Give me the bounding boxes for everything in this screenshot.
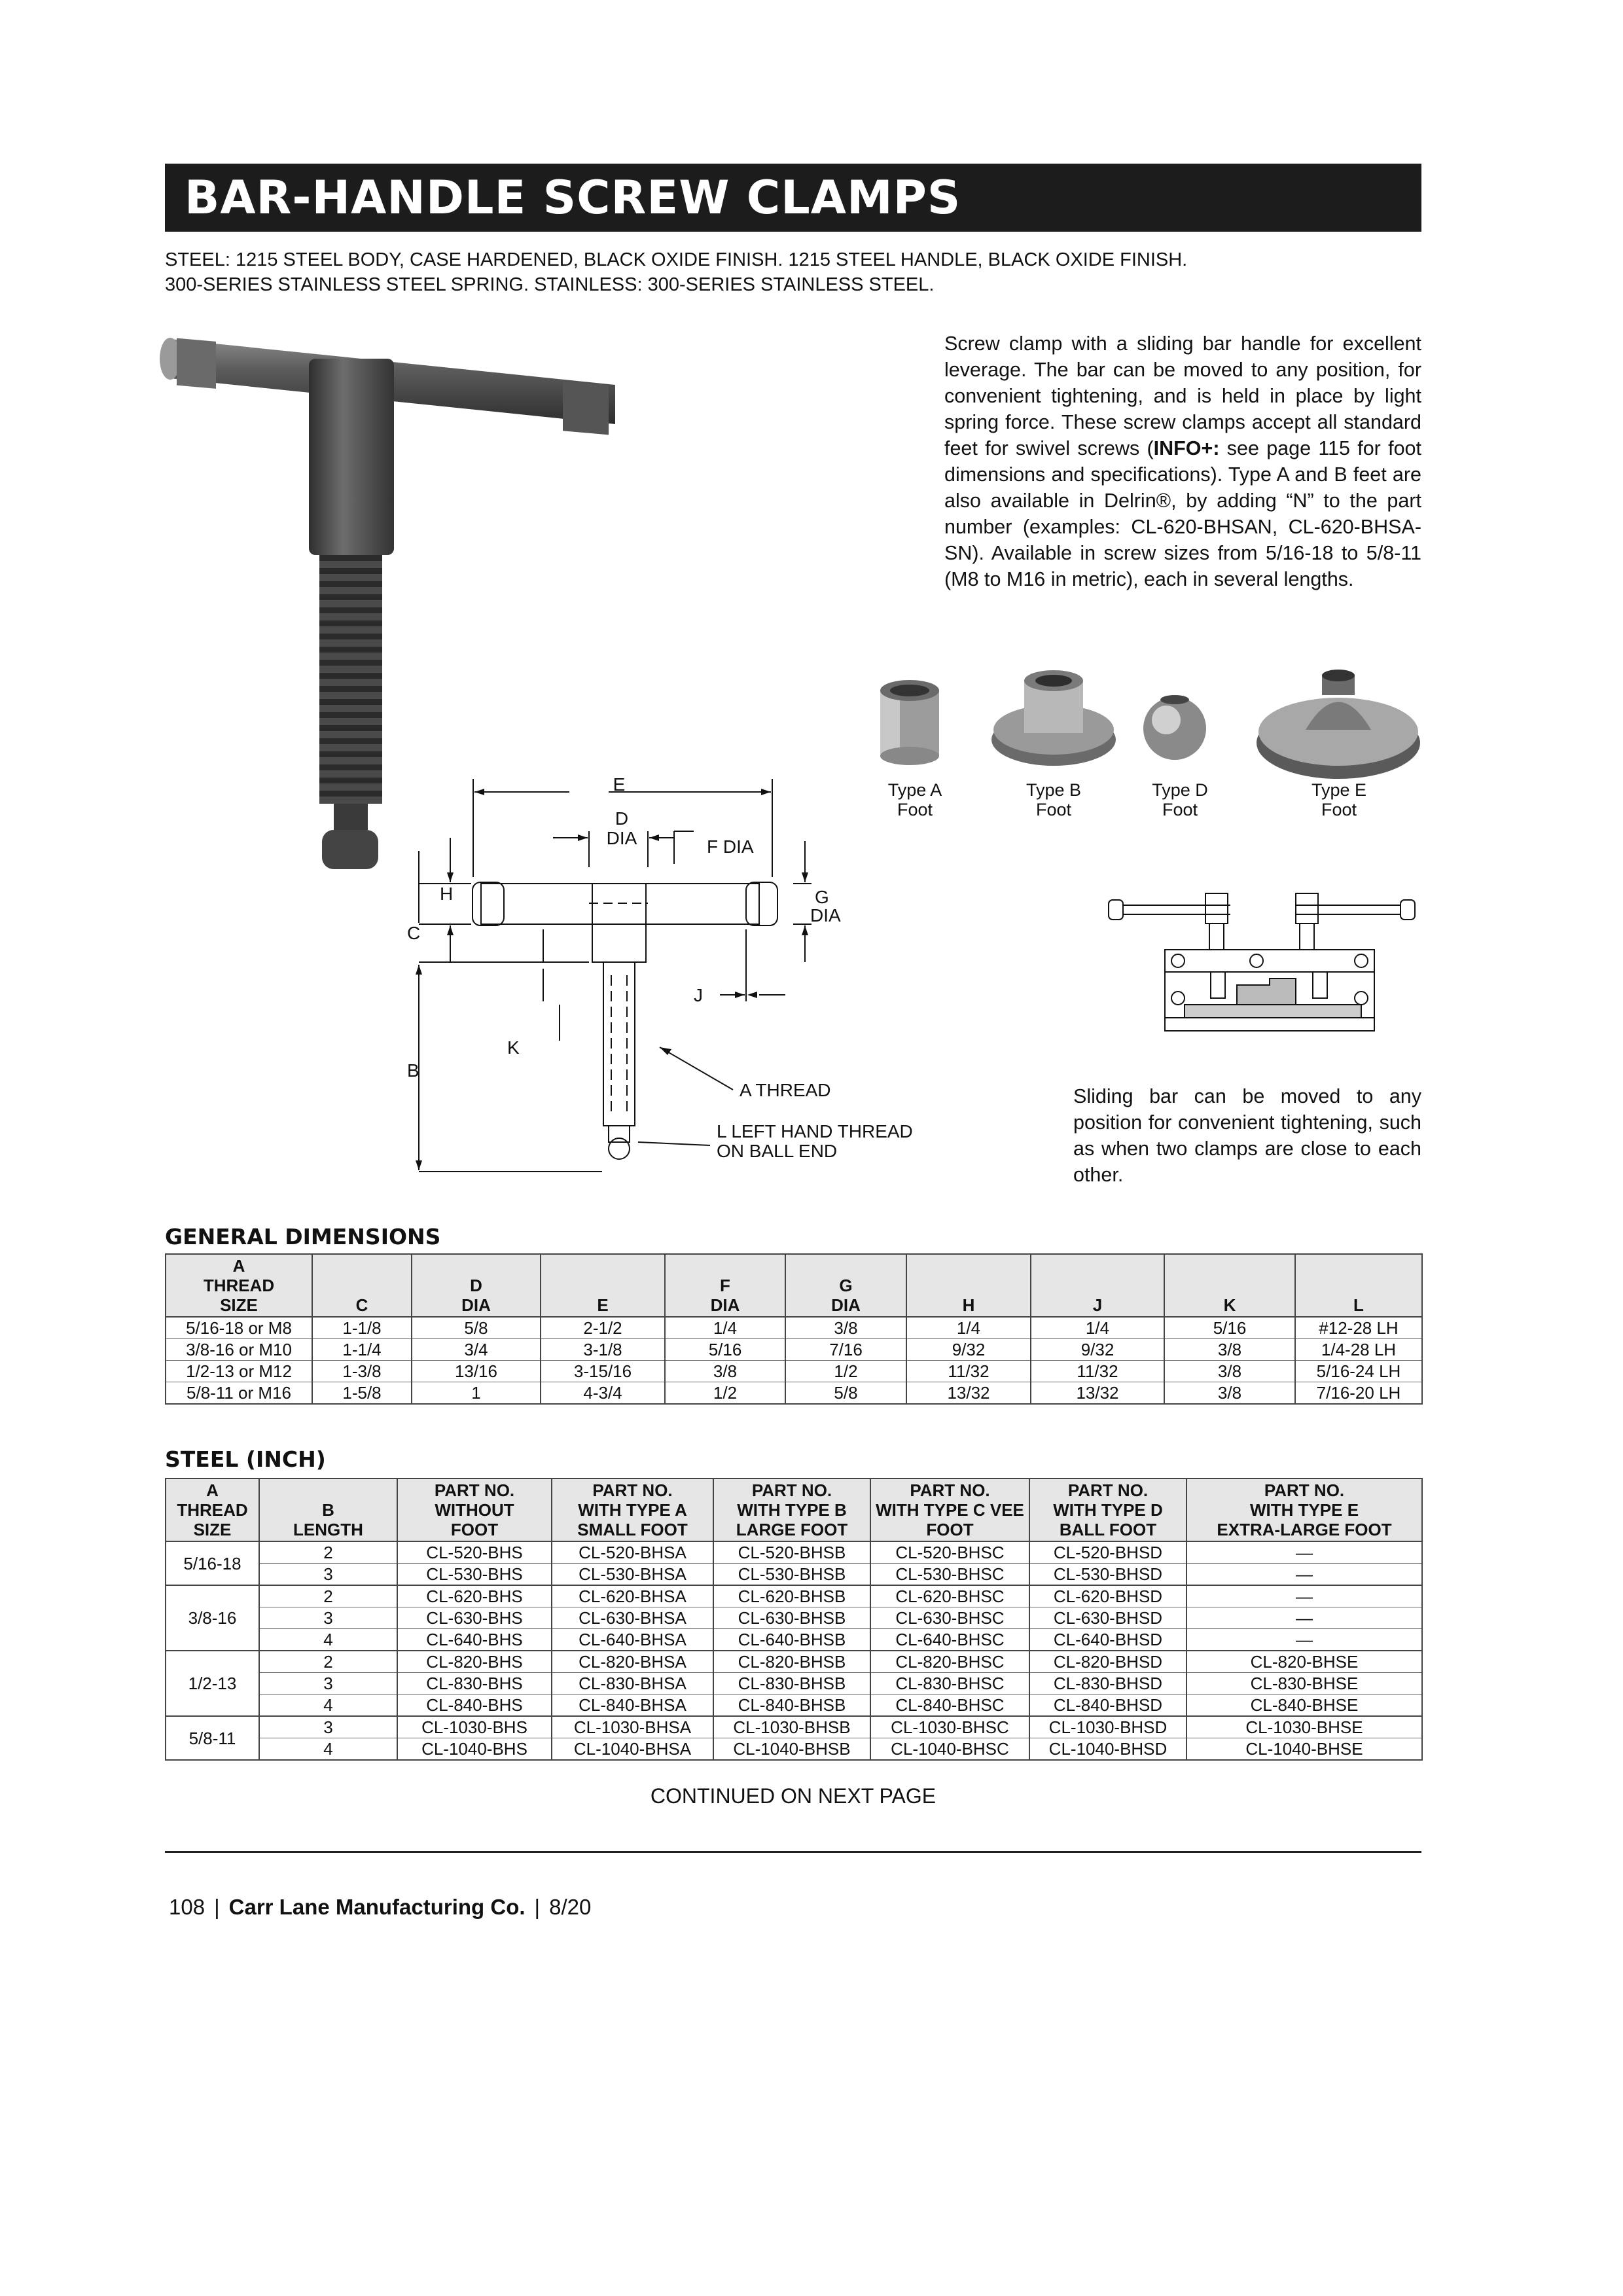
table-cell: 9/32 <box>1031 1339 1164 1361</box>
table-cell: 2 <box>259 1651 397 1673</box>
product-description <box>944 331 1421 592</box>
table-cell: 11/32 <box>1031 1361 1164 1382</box>
table-cell: CL-640-BHSC <box>870 1629 1029 1651</box>
table-cell: 5/16-18 or M8 <box>166 1317 312 1339</box>
type-d-foot-photo <box>1139 691 1211 762</box>
header-line: PART NO. <box>751 1480 832 1500</box>
type-d-foot-label <box>1115 780 1245 819</box>
table-cell: CL-530-BHSA <box>552 1564 713 1586</box>
table-row <box>166 1361 1422 1382</box>
table-cell: 1/2 <box>665 1382 785 1405</box>
table-row <box>166 1629 1422 1651</box>
steel-col-header <box>1186 1479 1422 1541</box>
table-cell: CL-620-BHSD <box>1029 1585 1186 1607</box>
header-line: BALL FOOT <box>1059 1520 1157 1539</box>
header-line: EXTRA-LARGE FOOT <box>1217 1520 1392 1539</box>
type-b-foot-label-line-2: Foot <box>1035 800 1072 819</box>
type-a-foot-label-line-1: Type A <box>887 780 942 800</box>
table-cell: 3/8 <box>665 1361 785 1382</box>
header-line: DIA <box>710 1295 740 1315</box>
table-cell: 5/16 <box>1164 1317 1295 1339</box>
table-row <box>166 1607 1422 1629</box>
table-cell: 11/32 <box>906 1361 1031 1382</box>
header-line: DIA <box>831 1295 861 1315</box>
dim-d-dia: DIA <box>606 828 637 848</box>
table-cell: CL-1040-BHSD <box>1029 1738 1186 1761</box>
header-line: WITH TYPE D <box>1053 1500 1163 1520</box>
table-cell: 1/2-13 or M12 <box>166 1361 312 1382</box>
table-cell: 1 <box>412 1382 541 1405</box>
table-cell: CL-830-BHSB <box>713 1673 870 1695</box>
header-line: WITH TYPE C VEE <box>876 1500 1024 1520</box>
dim-e: E <box>613 774 626 795</box>
table-cell: 1/4 <box>906 1317 1031 1339</box>
table-cell: CL-840-BHSB <box>713 1695 870 1717</box>
dim-g-dia: DIA <box>810 905 841 925</box>
dim-f: F DIA <box>707 836 754 857</box>
table-cell: CL-630-BHSD <box>1029 1607 1186 1629</box>
table-cell: — <box>1186 1564 1422 1586</box>
table-cell: CL-840-BHS <box>397 1695 552 1717</box>
header-line: K <box>1223 1295 1236 1315</box>
thread-size-cell: 5/16-18 <box>166 1541 259 1585</box>
table-row <box>166 1585 1422 1607</box>
table-cell: CL-820-BHSE <box>1186 1651 1422 1673</box>
header-line: SMALL FOOT <box>577 1520 688 1539</box>
table-cell: CL-530-BHS <box>397 1564 552 1586</box>
dim-l-line-1: L LEFT HAND THREAD <box>717 1121 913 1141</box>
type-a-foot-label-line-2: Foot <box>897 800 933 819</box>
table-cell: 7/16-20 LH <box>1295 1382 1422 1405</box>
table-row <box>166 1738 1422 1761</box>
table-cell: 5/16 <box>665 1339 785 1361</box>
header-line: THREAD <box>203 1276 275 1295</box>
table-row <box>166 1695 1422 1717</box>
gen-col-e <box>541 1254 665 1317</box>
table-cell: CL-520-BHSC <box>870 1541 1029 1564</box>
header-line: D <box>470 1276 482 1295</box>
header-line: WITH TYPE A <box>578 1500 687 1520</box>
steel-inch-heading: STEEL (INCH) <box>165 1446 326 1472</box>
table-cell: CL-520-BHSB <box>713 1541 870 1564</box>
gen-col-k <box>1164 1254 1295 1317</box>
table-cell: CL-640-BHSD <box>1029 1629 1186 1651</box>
type-b-foot-photo <box>988 661 1119 779</box>
table-cell: CL-1040-BHS <box>397 1738 552 1761</box>
header-line: WITH TYPE E <box>1249 1500 1359 1520</box>
page-number: 108 <box>169 1895 205 1919</box>
table-cell: CL-1030-BHSE <box>1186 1716 1422 1738</box>
header-line: WITH TYPE B <box>737 1500 847 1520</box>
steel-col-header <box>259 1479 397 1541</box>
table-cell: 7/16 <box>785 1339 906 1361</box>
table-cell: CL-830-BHSA <box>552 1673 713 1695</box>
description-part-2: see page 115 for foot dimensions and specifications). Type A and B feet are also available in Delrin®, by adding “N” to the part number (examples: CL-620-BHSAN, CL-620-BHSA-SN). Available in screw sizes from 5/16-18 to 5/8-11 (M8 to M16 in metric), each in several lengths. <box>944 437 1421 590</box>
table-cell: 3/8-16 or M10 <box>166 1339 312 1361</box>
materials-line-1: STEEL: 1215 STEEL BODY, CASE HARDENED, BLACK OXIDE FINISH. 1215 STEEL HANDLE, BLACK OXIDE FINISH. <box>165 249 1188 270</box>
table-cell: CL-530-BHSD <box>1029 1564 1186 1586</box>
general-dimensions-table <box>165 1253 1423 1405</box>
header-line: H <box>962 1295 975 1315</box>
table-cell: CL-520-BHSD <box>1029 1541 1186 1564</box>
header-line: A <box>206 1480 219 1500</box>
page-title: BAR-HANDLE SCREW CLAMPS <box>165 164 1421 232</box>
table-row <box>166 1673 1422 1695</box>
header-line: WITHOUT <box>435 1500 514 1520</box>
steel-part-table <box>165 1478 1423 1761</box>
gen-col-j <box>1031 1254 1164 1317</box>
table-cell: CL-520-BHS <box>397 1541 552 1564</box>
table-cell: CL-620-BHS <box>397 1585 552 1607</box>
table-cell: 3/8 <box>1164 1339 1295 1361</box>
table-cell: CL-630-BHS <box>397 1607 552 1629</box>
table-cell: 1/4 <box>665 1317 785 1339</box>
header-line: PART NO. <box>1264 1480 1345 1500</box>
table-cell: CL-1030-BHSA <box>552 1716 713 1738</box>
table-cell: 3 <box>259 1607 397 1629</box>
table-cell: CL-1040-BHSC <box>870 1738 1029 1761</box>
table-cell: 1-1/4 <box>312 1339 412 1361</box>
table-cell: 13/32 <box>1031 1382 1164 1405</box>
type-e-foot-label-line-2: Foot <box>1321 800 1357 819</box>
table-cell: CL-830-BHSD <box>1029 1673 1186 1695</box>
type-d-foot-label-line-1: Type D <box>1152 780 1208 800</box>
table-cell: 5/8-11 or M16 <box>166 1382 312 1405</box>
fixture-diagram <box>1106 887 1420 1057</box>
table-cell: CL-1040-BHSB <box>713 1738 870 1761</box>
steel-col-header <box>713 1479 870 1541</box>
thread-size-cell: 1/2-13 <box>166 1651 259 1716</box>
table-row <box>166 1564 1422 1586</box>
header-line: LENGTH <box>293 1520 363 1539</box>
table-cell: CL-640-BHSB <box>713 1629 870 1651</box>
table-cell: CL-630-BHSC <box>870 1607 1029 1629</box>
header-line: PART NO. <box>434 1480 515 1500</box>
table-cell: 3/4 <box>412 1339 541 1361</box>
table-cell: 4 <box>259 1738 397 1761</box>
header-line: G <box>839 1276 853 1295</box>
type-e-foot-label <box>1274 780 1404 819</box>
table-cell: 4 <box>259 1629 397 1651</box>
gen-col-c <box>312 1254 412 1317</box>
table-cell: 1-5/8 <box>312 1382 412 1405</box>
table-cell: 5/8 <box>412 1317 541 1339</box>
header-line: LARGE FOOT <box>736 1520 848 1539</box>
table-row <box>166 1651 1422 1673</box>
type-b-foot-label-line-1: Type B <box>1026 780 1082 800</box>
steel-header-row <box>166 1479 1422 1541</box>
company-name: Carr Lane Manufacturing Co. <box>228 1895 526 1919</box>
table-cell: CL-830-BHS <box>397 1673 552 1695</box>
gen-col-l <box>1295 1254 1422 1317</box>
header-line: PART NO. <box>1067 1480 1149 1500</box>
type-e-foot-photo <box>1253 661 1423 785</box>
table-cell: CL-820-BHSB <box>713 1651 870 1673</box>
table-cell: CL-830-BHSC <box>870 1673 1029 1695</box>
dim-k: K <box>507 1037 520 1058</box>
table-cell: CL-530-BHSC <box>870 1564 1029 1586</box>
table-row <box>166 1716 1422 1738</box>
table-cell: CL-1030-BHSB <box>713 1716 870 1738</box>
table-cell: CL-620-BHSC <box>870 1585 1029 1607</box>
table-cell: CL-820-BHSA <box>552 1651 713 1673</box>
dim-j: J <box>694 985 703 1005</box>
general-dimensions-header-row <box>166 1254 1422 1317</box>
table-cell: CL-640-BHS <box>397 1629 552 1651</box>
table-cell: 3 <box>259 1716 397 1738</box>
table-cell: CL-530-BHSB <box>713 1564 870 1586</box>
table-cell: 3/8 <box>1164 1382 1295 1405</box>
footer-separator: | <box>534 1895 541 1919</box>
dim-g: G <box>815 887 829 907</box>
header-line: E <box>597 1295 609 1315</box>
table-cell: 13/32 <box>906 1382 1031 1405</box>
dim-a-thread: A THREAD <box>740 1080 831 1100</box>
table-cell: 1/4 <box>1031 1317 1164 1339</box>
table-cell: CL-620-BHSB <box>713 1585 870 1607</box>
continued-note: CONTINUED ON NEXT PAGE <box>650 1784 936 1808</box>
general-dimensions-heading: GENERAL DIMENSIONS <box>165 1224 441 1249</box>
dim-h: H <box>440 884 454 904</box>
header-line: FOOT <box>926 1520 974 1539</box>
table-cell: 3 <box>259 1673 397 1695</box>
table-cell: 2 <box>259 1541 397 1564</box>
header-line: PART NO. <box>910 1480 990 1500</box>
header-line: PART NO. <box>592 1480 673 1500</box>
table-cell: 9/32 <box>906 1339 1031 1361</box>
steel-col-header <box>1029 1479 1186 1541</box>
fixture-caption: Sliding bar can be moved to any position for convenient tightening, such as when two clamps are close to each other. <box>1073 1085 1421 1186</box>
table-cell: 13/16 <box>412 1361 541 1382</box>
steel-col-header <box>552 1479 713 1541</box>
info-plus-label: INFO+: <box>1153 437 1220 459</box>
table-row <box>166 1541 1422 1564</box>
header-line: F <box>720 1276 730 1295</box>
edition-date: 8/20 <box>549 1895 592 1919</box>
table-cell: 3-15/16 <box>541 1361 665 1382</box>
table-cell: 3 <box>259 1564 397 1586</box>
header-line: J <box>1092 1295 1103 1315</box>
materials-line-2: 300-SERIES STAINLESS STEEL SPRING. STAINLESS: 300-SERIES STAINLESS STEEL. <box>165 274 935 295</box>
type-b-foot-label <box>988 780 1119 819</box>
header-line: B <box>322 1500 334 1520</box>
table-cell: 3-1/8 <box>541 1339 665 1361</box>
table-cell: CL-840-BHSC <box>870 1695 1029 1717</box>
page-footer <box>169 1895 591 1920</box>
gen-col-a <box>166 1254 312 1317</box>
steel-col-header <box>166 1479 259 1541</box>
type-d-foot-label-line-2: Foot <box>1162 800 1198 819</box>
gen-col-g <box>785 1254 906 1317</box>
header-line: SIZE <box>193 1520 232 1539</box>
table-cell: CL-840-BHSA <box>552 1695 713 1717</box>
table-cell: CL-1030-BHSC <box>870 1716 1029 1738</box>
table-cell: 5/16-24 LH <box>1295 1361 1422 1382</box>
table-cell: CL-1040-BHSE <box>1186 1738 1422 1761</box>
header-line: C <box>355 1295 368 1315</box>
dim-d: D <box>615 808 629 829</box>
table-cell: CL-820-BHSD <box>1029 1651 1186 1673</box>
table-row <box>166 1339 1422 1361</box>
table-cell: 4 <box>259 1695 397 1717</box>
table-cell: 4-3/4 <box>541 1382 665 1405</box>
thread-size-cell: 5/8-11 <box>166 1716 259 1760</box>
table-cell: CL-1030-BHSD <box>1029 1716 1186 1738</box>
table-cell: 5/8 <box>785 1382 906 1405</box>
table-cell: CL-830-BHSE <box>1186 1673 1422 1695</box>
table-cell: CL-840-BHSE <box>1186 1695 1422 1717</box>
steel-col-header <box>870 1479 1029 1541</box>
table-cell: CL-620-BHSA <box>552 1585 713 1607</box>
type-e-foot-label-line-1: Type E <box>1311 780 1367 800</box>
table-cell: CL-840-BHSD <box>1029 1695 1186 1717</box>
table-cell: 2 <box>259 1585 397 1607</box>
table-cell: CL-520-BHSA <box>552 1541 713 1564</box>
table-cell: CL-820-BHS <box>397 1651 552 1673</box>
dim-l-line-2: ON BALL END <box>717 1141 838 1161</box>
table-cell: 3/8 <box>785 1317 906 1339</box>
table-cell: #12-28 LH <box>1295 1317 1422 1339</box>
table-cell: 1/4-28 LH <box>1295 1339 1422 1361</box>
table-cell: CL-640-BHSA <box>552 1629 713 1651</box>
header-line: THREAD <box>177 1500 248 1520</box>
table-row <box>166 1317 1422 1339</box>
footer-rule <box>165 1851 1421 1853</box>
table-cell: — <box>1186 1629 1422 1651</box>
header-line: L <box>1353 1295 1364 1315</box>
table-cell: 2-1/2 <box>541 1317 665 1339</box>
dimension-drawing <box>393 766 955 1185</box>
steel-col-header <box>397 1479 552 1541</box>
table-cell: CL-1040-BHSA <box>552 1738 713 1761</box>
gen-col-h <box>906 1254 1031 1317</box>
dim-c: C <box>407 923 421 943</box>
dim-b: B <box>407 1060 419 1081</box>
header-line: FOOT <box>450 1520 499 1539</box>
table-cell: 1/2 <box>785 1361 906 1382</box>
gen-col-f <box>665 1254 785 1317</box>
footer-separator: | <box>214 1895 220 1919</box>
table-cell: CL-820-BHSC <box>870 1651 1029 1673</box>
table-cell: CL-630-BHSB <box>713 1607 870 1629</box>
table-cell: — <box>1186 1541 1422 1564</box>
table-cell: 1-3/8 <box>312 1361 412 1382</box>
header-line: SIZE <box>220 1295 258 1315</box>
header-line: A <box>232 1256 245 1276</box>
table-row <box>166 1382 1422 1405</box>
materials-note <box>165 247 1421 297</box>
table-cell: 1-1/8 <box>312 1317 412 1339</box>
table-cell: CL-630-BHSA <box>552 1607 713 1629</box>
table-cell: — <box>1186 1607 1422 1629</box>
table-cell: 3/8 <box>1164 1361 1295 1382</box>
type-a-foot-photo <box>870 674 949 766</box>
header-line: DIA <box>461 1295 491 1315</box>
table-cell: CL-1030-BHS <box>397 1716 552 1738</box>
table-cell: — <box>1186 1585 1422 1607</box>
gen-col-d <box>412 1254 541 1317</box>
description-part-1: Screw clamp with a sliding bar handle for excellent leverage. The bar can be moved to any position, for convenient tightening, and is held in place by light spring force. These screw clamps accept all standard feet for swivel screws ( <box>944 332 1421 459</box>
thread-size-cell: 3/8-16 <box>166 1585 259 1651</box>
